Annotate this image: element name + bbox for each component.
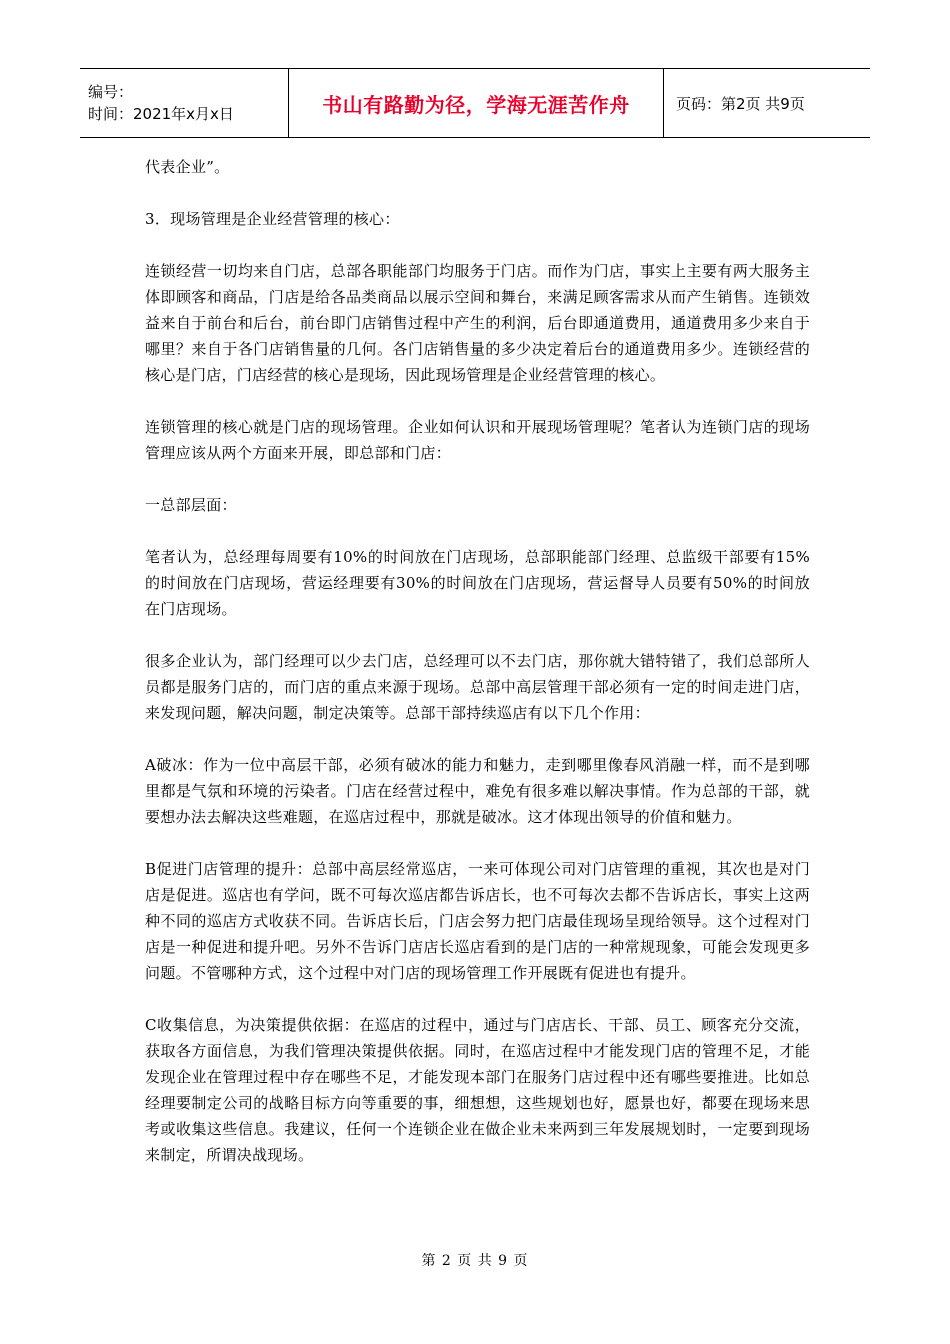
subsection-heading: 一总部层面： — [145, 496, 237, 514]
paragraph-item-c: C收集信息，为决策提供依据：在巡店的过程中，通过与门店店长、干部、员工、顾客充分交流，获取各方面信息，为我们管理决策提供依据。同时，在巡店过程中才能发现门店的管理不足，才能发现企业在管理过程中存在哪些不足，才能发现本部门在服务门店过程中还有哪些要推进。比如总经理要制定公司的战略目标方向等重要的事，细想想，这些规划也好，愿景也好，都要在现场来思考或收集这些信息。我建议，任何一个连锁企业在做企业未来两到三年发展规划时，一定要到现场来制定，所谓决战现场。 — [145, 1016, 810, 1164]
page-footer: 第 2 页 共 9 页 — [421, 1253, 529, 1269]
document-body — [145, 154, 810, 1194]
page-header — [80, 68, 870, 138]
paragraph: 代表企业”。 — [145, 158, 230, 176]
header-meta — [80, 69, 289, 137]
section-heading: 3．现场管理是企业经营管理的核心： — [145, 210, 400, 228]
paragraph: 笔者认为，总经理每周要有10%的时间放在门店现场，总部职能部门经理、总监级干部要有15%的时间放在门店现场，营运经理要有30%的时间放在门店现场，营运督导人员要有50%的时间放在门店现场。 — [145, 548, 810, 618]
header-motto-cell — [289, 69, 664, 137]
paragraph-item-b: B促进门店管理的提升：总部中高层经常巡店，一来可体现公司对门店管理的重视，其次也是对门店是促进。巡店也有学问，既不可每次巡店都告诉店长，也不可每次去都不告诉店长，事实上这两种不同的巡店方式收获不同。告诉店长后，门店会努力把门店最佳现场呈现给领导。这个过程对门店是一种促进和提升吧。另外不告诉门店店长巡店看到的是门店的一种常规现象，可能会发现更多问题。不管哪种方式，这个过程中对门店的现场管理工作开展既有促进也有提升。 — [145, 860, 810, 982]
paragraph: 连锁管理的核心就是门店的现场管理。企业如何认识和开展现场管理呢？笔者认为连锁门店的现场管理应该从两个方面来开展，即总部和门店： — [145, 418, 810, 462]
page-code: 页码：第2页 共9页 — [676, 94, 805, 113]
paragraph: 连锁经营一切均来自门店，总部各职能部门均服务于门店。而作为门店，事实上主要有两大服务主体即顾客和商品，门店是给各品类商品以展示空间和舞台，来满足顾客需求从而产生销售。连锁效益来自于前台和后台，前台即门店销售过程中产生的利润，后台即通道费用，通道费用多少来自于哪里？来自于各门店销售量的几何。各门店销售量的多少决定着后台的通道费用多少。连锁经营的核心是门店，门店经营的核心是现场，因此现场管理是企业经营管理的核心。 — [145, 262, 810, 384]
document-number-label: 编号： — [88, 83, 134, 101]
motto-text: 书山有路勤为径，学海无涯苦作舟 — [322, 92, 630, 117]
paragraph: 很多企业认为，部门经理可以少去门店，总经理可以不去门店，那你就大错特错了，我们总部所人员都是服务门店的，而门店的重点来源于现场。总部中高层管理干部必须有一定的时间走进门店，来发现问题，解决问题，制定决策等。总部干部持续巡店有以下几个作用： — [145, 652, 810, 722]
header-page-cell — [664, 69, 805, 137]
paragraph-item-a: A破冰：作为一位中高层干部，必须有破冰的能力和魅力，走到哪里像春风消融一样，而不是到哪里都是气氛和环境的污染者。门店在经营过程中，难免有很多难以解决事情。作为总部的干部，就要想办法去解决这些难题，在巡店过程中，那就是破冰。这才体现出领导的价值和魅力。 — [145, 756, 810, 826]
document-date: 时间：2021年x月x日 — [88, 105, 234, 123]
